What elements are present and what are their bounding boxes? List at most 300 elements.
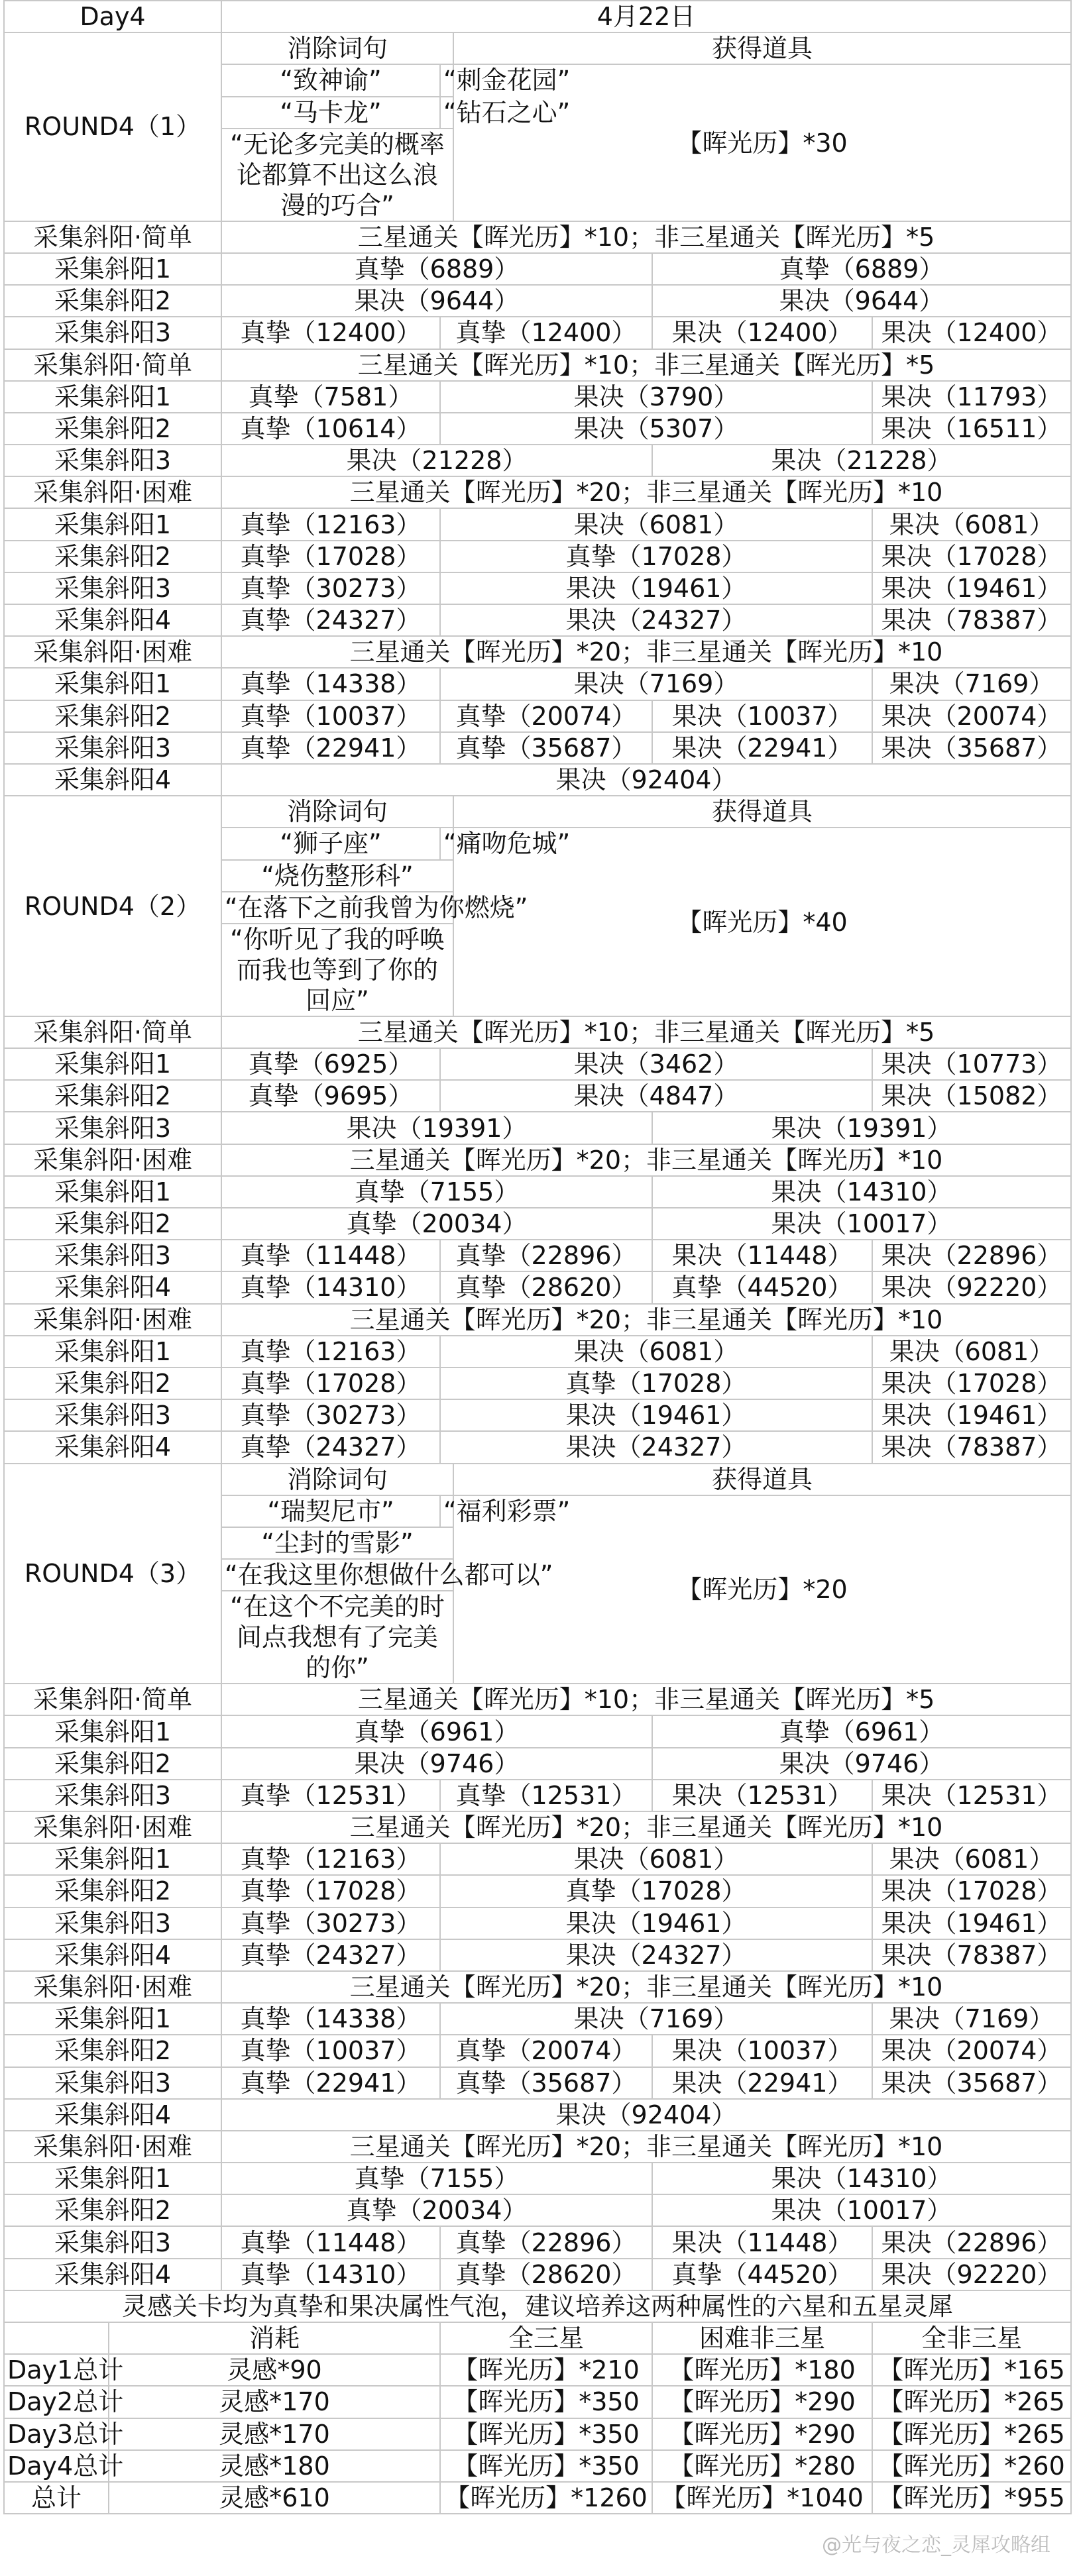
table-cell: 果决（17028）: [872, 541, 1071, 572]
table-cell: 三星通关【晖光历】*10；非三星通关【晖光历】*5: [221, 221, 1071, 253]
table-row: [4, 2226, 1071, 2258]
table-row: [4, 1112, 1071, 1144]
table-row: [4, 2163, 1071, 2194]
table-cell: 果决（15082）: [872, 1080, 1071, 1112]
table-cell: 果决（17028）: [872, 1368, 1071, 1399]
table-cell: 真挚（22896）: [440, 2226, 652, 2258]
table-cell: 采集斜阳3: [4, 1780, 221, 1811]
table-cell: 真挚（35687）: [440, 732, 652, 764]
table-row: [4, 2450, 1071, 2482]
table-row: [4, 541, 1071, 572]
table-cell: 果决（21228）: [652, 445, 1071, 476]
table-cell: 果决（9746）: [652, 1748, 1071, 1780]
table-cell: 全三星: [440, 2322, 652, 2354]
table-row: [4, 2418, 1071, 2450]
table-cell: 采集斜阳4: [4, 764, 221, 796]
table-cell: Day2总计: [4, 2386, 109, 2418]
table-cell: 【晖光历】*290: [652, 2386, 872, 2418]
table-cell: ROUND4（2）: [4, 796, 221, 1016]
table-cell: 果决（92404）: [221, 764, 1071, 796]
table-cell: “钻石之心”: [440, 97, 453, 129]
table-cell: 果决（14310）: [652, 1176, 1071, 1208]
table-cell: 4月22日: [221, 1, 1071, 32]
event-schedule-table: [3, 0, 1072, 2514]
table-cell: 果决（6081）: [440, 1843, 872, 1875]
table-row: [4, 2131, 1071, 2163]
table-cell: 采集斜阳3: [4, 2067, 221, 2099]
table-cell: 采集斜阳·简单: [4, 221, 221, 253]
table-row: [4, 1684, 1071, 1715]
table-cell: 采集斜阳2: [4, 1208, 221, 1240]
table-row: [4, 1240, 1071, 1271]
table-cell: “狮子座”: [221, 828, 440, 859]
table-cell: 果决（19461）: [440, 1399, 872, 1431]
table-cell: 消除词句: [221, 1464, 453, 1495]
table-cell: 果决（11448）: [652, 1240, 872, 1271]
table-row: [4, 285, 1071, 317]
table-cell: 采集斜阳1: [4, 1336, 221, 1368]
table-cell: 采集斜阳·困难: [4, 636, 221, 668]
table-cell: 真挚（24327）: [221, 1431, 440, 1463]
table-cell: “在落下之前我曾为你燃烧”: [221, 892, 453, 924]
table-cell: 采集斜阳2: [4, 413, 221, 445]
table-cell: “无论多完美的概率论都算不出这么浪漫的巧合”: [221, 129, 453, 221]
table-cell: 果决（6081）: [440, 1336, 872, 1368]
table-cell: 获得道具: [453, 1464, 1071, 1495]
table-cell: 三星通关【晖光历】*10；非三星通关【晖光历】*5: [221, 1016, 1071, 1048]
table-cell: 【晖光历】*1260: [440, 2482, 652, 2514]
table-cell: 真挚（22941）: [221, 2067, 440, 2099]
table-cell: 三星通关【晖光历】*20；非三星通关【晖光历】*10: [221, 1971, 1071, 2003]
table-cell: 灵感*610: [109, 2482, 440, 2514]
table-cell: 【晖光历】*350: [440, 2386, 652, 2418]
table-row: [4, 2386, 1071, 2418]
table-row: [4, 764, 1071, 796]
table-cell: 采集斜阳·困难: [4, 1811, 221, 1843]
table-cell: 真挚（20074）: [440, 700, 652, 732]
table-row: [4, 1080, 1071, 1112]
table-cell: 果决（20074）: [872, 700, 1071, 732]
table-cell: 果决（6081）: [872, 1843, 1071, 1875]
table-cell: 果决（12531）: [872, 1780, 1071, 1811]
table-row: [4, 381, 1071, 413]
table-cell: 真挚（11448）: [221, 1240, 440, 1271]
table-cell: 真挚（12400）: [440, 317, 652, 349]
table-cell: 消除词句: [221, 32, 453, 64]
table-cell: 果决（19391）: [221, 1112, 652, 1144]
table-cell: 三星通关【晖光历】*20；非三星通关【晖光历】*10: [221, 2131, 1071, 2163]
table-row: [4, 253, 1071, 285]
table-cell: 果决（21228）: [221, 445, 652, 476]
table-cell: 采集斜阳1: [4, 668, 221, 700]
table-cell: 真挚（17028）: [221, 1875, 440, 1907]
table-cell: 采集斜阳2: [4, 700, 221, 732]
table-cell: 真挚（30273）: [221, 1907, 440, 1939]
table-row: [4, 1907, 1071, 1939]
table-cell: 【晖光历】*350: [440, 2418, 652, 2450]
table-row: [4, 32, 1071, 64]
table-cell: 真挚（17028）: [221, 541, 440, 572]
table-cell: 果决（92220）: [872, 1271, 1071, 1303]
table-cell: 采集斜阳2: [4, 1875, 221, 1907]
table-cell: 真挚（20074）: [440, 2035, 652, 2066]
table-row: [4, 349, 1071, 381]
table-cell: “尘封的雪影”: [221, 1527, 453, 1559]
table-row: [4, 2099, 1071, 2131]
table-cell: 真挚（6889）: [652, 253, 1071, 285]
table-cell: 果决（10037）: [652, 2035, 872, 2066]
table-row: [4, 2322, 1071, 2354]
table-cell: 真挚（20034）: [221, 2194, 652, 2226]
table-cell: 果决（10017）: [652, 1208, 1071, 1240]
table-cell: 采集斜阳1: [4, 1048, 221, 1080]
table-cell: 【晖光历】*350: [440, 2450, 652, 2482]
table-row: [4, 2259, 1071, 2290]
table-cell: 果决（78387）: [872, 604, 1071, 636]
table-row: [4, 1939, 1071, 1971]
table-cell: 果决（11793）: [872, 381, 1071, 413]
table-row: [4, 1715, 1071, 1747]
table-cell: 三星通关【晖光历】*10；非三星通关【晖光历】*5: [221, 349, 1071, 381]
table-cell: 灵感*170: [109, 2418, 440, 2450]
table-cell: 真挚（12531）: [221, 1780, 440, 1811]
table-cell: 真挚（12163）: [221, 1843, 440, 1875]
table-cell: 采集斜阳3: [4, 1240, 221, 1271]
table-cell: 真挚（24327）: [221, 1939, 440, 1971]
table-cell: 真挚（12163）: [221, 508, 440, 540]
table-cell: 采集斜阳3: [4, 1112, 221, 1144]
table-cell: 真挚（6961）: [221, 1715, 652, 1747]
table-cell: Day4: [4, 1, 221, 32]
table-row: [4, 1144, 1071, 1176]
table-row: [4, 1811, 1071, 1843]
table-cell: 采集斜阳4: [4, 2099, 221, 2131]
table-cell: 采集斜阳1: [4, 2163, 221, 2194]
table-cell: 获得道具: [453, 32, 1071, 64]
table-row: [4, 1, 1071, 32]
table-cell: 真挚（7581）: [221, 381, 440, 413]
table-row: [4, 317, 1071, 349]
table-cell: 采集斜阳1: [4, 2003, 221, 2035]
table-row: [4, 1780, 1071, 1811]
table-cell: 果决（12400）: [652, 317, 872, 349]
table-cell: 【晖光历】*1040: [652, 2482, 872, 2514]
table-row: [4, 1016, 1071, 1048]
table-cell: 真挚（44520）: [652, 2259, 872, 2290]
table-cell: 三星通关【晖光历】*20；非三星通关【晖光历】*10: [221, 636, 1071, 668]
table-cell: 果决（10773）: [872, 1048, 1071, 1080]
table-cell: 果决（16511）: [872, 413, 1071, 445]
table-cell: 采集斜阳·困难: [4, 2131, 221, 2163]
table-cell: 采集斜阳2: [4, 2194, 221, 2226]
table-cell: 采集斜阳1: [4, 381, 221, 413]
table-cell: 采集斜阳·简单: [4, 1684, 221, 1715]
table-cell: 灵感*180: [109, 2450, 440, 2482]
table-cell: 【晖光历】*30: [453, 64, 1071, 221]
table-cell: 采集斜阳3: [4, 732, 221, 764]
table-cell: 采集斜阳3: [4, 1907, 221, 1939]
table-cell: 果决（19461）: [440, 1907, 872, 1939]
table-row: [4, 1336, 1071, 1368]
table-cell: 果决（4847）: [440, 1080, 872, 1112]
table-row: [4, 445, 1071, 476]
table-row: [4, 221, 1071, 253]
table-cell: 采集斜阳1: [4, 508, 221, 540]
table-cell: 果决（24327）: [440, 1431, 872, 1463]
table-cell: 真挚（7155）: [221, 1176, 652, 1208]
table-cell: 果决（22941）: [652, 732, 872, 764]
table-cell: 【晖光历】*955: [872, 2482, 1071, 2514]
table-cell: 【晖光历】*280: [652, 2450, 872, 2482]
table-cell: 灵感关卡均为真挚和果决属性气泡，建议培养这两种属性的六星和五星灵犀: [4, 2290, 1071, 2322]
table-cell: 果决（9644）: [221, 285, 652, 317]
table-row: [4, 1048, 1071, 1080]
table-cell: 【晖光历】*180: [652, 2354, 872, 2386]
table-cell: 果决（78387）: [872, 1431, 1071, 1463]
table-cell: 消除词句: [221, 796, 453, 828]
table-cell: 三星通关【晖光历】*20；非三星通关【晖光历】*10: [221, 476, 1071, 508]
table-cell: 真挚（24327）: [221, 604, 440, 636]
table-cell: 采集斜阳1: [4, 1843, 221, 1875]
table-row: [4, 1748, 1071, 1780]
table-cell: “你听见了我的呼唤而我也等到了你的回应”: [221, 924, 453, 1016]
table-cell: 采集斜阳4: [4, 2259, 221, 2290]
table-row: [4, 1368, 1071, 1399]
table-cell: “马卡龙”: [221, 97, 440, 129]
table-cell: 真挚（22941）: [221, 732, 440, 764]
table-cell: 采集斜阳3: [4, 572, 221, 604]
table-cell: “瑞契尼市”: [221, 1495, 440, 1527]
table-cell: 真挚（44520）: [652, 1271, 872, 1303]
table-cell: 采集斜阳3: [4, 317, 221, 349]
watermark-text: @光与夜之恋_灵犀攻略组: [822, 2534, 1050, 2557]
table-cell: “刺金花园”: [440, 64, 453, 96]
table-cell: 采集斜阳4: [4, 1271, 221, 1303]
table-cell: 果决（19461）: [872, 572, 1071, 604]
table-cell: 果决（6081）: [440, 508, 872, 540]
table-cell: 获得道具: [453, 796, 1071, 828]
table-cell: 果决（92404）: [221, 2099, 1071, 2131]
table-cell: 果决（19391）: [652, 1112, 1071, 1144]
table-cell: 果决（5307）: [440, 413, 872, 445]
table-row: [4, 572, 1071, 604]
table-cell: 真挚（6961）: [652, 1715, 1071, 1747]
table-cell: “致神谕”: [221, 64, 440, 96]
table-cell: Day4总计: [4, 2450, 109, 2482]
table-cell: 真挚（30273）: [221, 572, 440, 604]
table-cell: 采集斜阳2: [4, 1748, 221, 1780]
table-row: [4, 2482, 1071, 2514]
table-cell: 真挚（14338）: [221, 2003, 440, 2035]
table-cell: “痛吻危城”: [440, 828, 453, 859]
table-cell: 真挚（14338）: [221, 668, 440, 700]
table-cell: 采集斜阳4: [4, 604, 221, 636]
table-cell: 灵感*170: [109, 2386, 440, 2418]
table-cell: 果决（7169）: [440, 668, 872, 700]
table-cell: 真挚（12400）: [221, 317, 440, 349]
table-cell: 真挚（28620）: [440, 1271, 652, 1303]
table-cell: 【晖光历】*260: [872, 2450, 1071, 2482]
table-row: [4, 2194, 1071, 2226]
table-row: [4, 1176, 1071, 1208]
table-cell: 采集斜阳·简单: [4, 1016, 221, 1048]
table-cell: 真挚（9695）: [221, 1080, 440, 1112]
table-row: [4, 604, 1071, 636]
table-cell: 果决（3790）: [440, 381, 872, 413]
table-row: [4, 2290, 1071, 2322]
table-cell: 采集斜阳1: [4, 1715, 221, 1747]
table-row: [4, 2035, 1071, 2066]
table-cell: 采集斜阳2: [4, 2035, 221, 2066]
table-row: [4, 636, 1071, 668]
table-cell: 三星通关【晖光历】*20；非三星通关【晖光历】*10: [221, 1144, 1071, 1176]
table-row: [4, 668, 1071, 700]
table-cell: 采集斜阳3: [4, 445, 221, 476]
table-cell: 果决（19461）: [440, 572, 872, 604]
table-cell: 果决（9746）: [221, 1748, 652, 1780]
table-cell: 【晖光历】*20: [453, 1495, 1071, 1684]
table-cell: 果决（7169）: [872, 668, 1071, 700]
table-cell: 真挚（17028）: [440, 1875, 872, 1907]
table-cell: 果决（19461）: [872, 1399, 1071, 1431]
table-cell: 真挚（20034）: [221, 1208, 652, 1240]
table-row: [4, 1971, 1071, 2003]
table-cell: 果决（12531）: [652, 1780, 872, 1811]
table-row: [4, 2067, 1071, 2099]
table-cell: 果决（92220）: [872, 2259, 1071, 2290]
table-cell: 果决（17028）: [872, 1875, 1071, 1907]
table-cell: “在这个不完美的时间点我想有了完美的你”: [221, 1591, 453, 1684]
table-cell: 真挚（14310）: [221, 1271, 440, 1303]
table-row: [4, 1431, 1071, 1463]
table-cell: 果决（10017）: [652, 2194, 1071, 2226]
table-cell: 真挚（17028）: [440, 541, 872, 572]
table-cell: 三星通关【晖光历】*20；非三星通关【晖光历】*10: [221, 1811, 1071, 1843]
table-cell: ROUND4（1）: [4, 32, 221, 221]
table-cell: 真挚（28620）: [440, 2259, 652, 2290]
table-cell: 总计: [4, 2482, 109, 2514]
table-row: [4, 732, 1071, 764]
table-cell: 真挚（17028）: [440, 1368, 872, 1399]
table-cell: 果决（6081）: [872, 508, 1071, 540]
table-cell: 三星通关【晖光历】*20；非三星通关【晖光历】*10: [221, 1304, 1071, 1336]
table-cell: 真挚（7155）: [221, 2163, 652, 2194]
table-cell: 真挚（6889）: [221, 253, 652, 285]
table-cell: 【晖光历】*210: [440, 2354, 652, 2386]
table-cell: 真挚（30273）: [221, 1399, 440, 1431]
table-cell: 果决（22896）: [872, 1240, 1071, 1271]
table-row: [4, 1843, 1071, 1875]
table-cell: 采集斜阳2: [4, 1368, 221, 1399]
table-cell: 果决（35687）: [872, 2067, 1071, 2099]
table-cell: 【晖光历】*265: [872, 2418, 1071, 2450]
table-cell: “在我这里你想做什么都可以”: [221, 1559, 453, 1591]
table-row: [4, 2354, 1071, 2386]
table-cell: 困难非三星: [652, 2322, 872, 2354]
table-cell: 果决（24327）: [440, 1939, 872, 1971]
table-cell: Day1总计: [4, 2354, 109, 2386]
table-row: [4, 1208, 1071, 1240]
table-cell: 采集斜阳·困难: [4, 1971, 221, 2003]
table-cell: 【晖光历】*290: [652, 2418, 872, 2450]
table-row: [4, 1271, 1071, 1303]
table-row: [4, 476, 1071, 508]
table-cell: 真挚（6925）: [221, 1048, 440, 1080]
table-row: [4, 1875, 1071, 1907]
table-cell: 果决（22941）: [652, 2067, 872, 2099]
table-row: [4, 508, 1071, 540]
table-cell: 采集斜阳3: [4, 2226, 221, 2258]
table-cell: 果决（7169）: [440, 2003, 872, 2035]
table-row: [4, 1399, 1071, 1431]
table-cell: [4, 2322, 109, 2354]
table-cell: 果决（10037）: [652, 700, 872, 732]
table-cell: 采集斜阳·困难: [4, 1304, 221, 1336]
table-cell: 采集斜阳2: [4, 1080, 221, 1112]
table-cell: 真挚（12163）: [221, 1336, 440, 1368]
table-cell: 【晖光历】*265: [872, 2386, 1071, 2418]
table-cell: 【晖光历】*40: [453, 828, 1071, 1016]
table-cell: 果决（22896）: [872, 2226, 1071, 2258]
table-cell: 真挚（10614）: [221, 413, 440, 445]
table-cell: 真挚（10037）: [221, 2035, 440, 2066]
table-cell: 采集斜阳3: [4, 1399, 221, 1431]
table-cell: 果决（7169）: [872, 2003, 1071, 2035]
table-cell: 果决（20074）: [872, 2035, 1071, 2066]
table-cell: 采集斜阳2: [4, 541, 221, 572]
table-row: [4, 1464, 1071, 1495]
table-cell: 灵感*90: [109, 2354, 440, 2386]
table-cell: 果决（6081）: [872, 1336, 1071, 1368]
table-cell: ROUND4（3）: [4, 1464, 221, 1684]
table-cell: 果决（19461）: [872, 1907, 1071, 1939]
table-cell: 采集斜阳1: [4, 1176, 221, 1208]
table-cell: 果决（24327）: [440, 604, 872, 636]
table-cell: 真挚（11448）: [221, 2226, 440, 2258]
table-cell: 采集斜阳1: [4, 253, 221, 285]
table-cell: 采集斜阳·简单: [4, 349, 221, 381]
table-cell: “福利彩票”: [440, 1495, 453, 1527]
table-row: [4, 700, 1071, 732]
table-cell: 真挚（17028）: [221, 1368, 440, 1399]
table-cell: 真挚（10037）: [221, 700, 440, 732]
table-cell: 消耗: [109, 2322, 440, 2354]
table-cell: 三星通关【晖光历】*10；非三星通关【晖光历】*5: [221, 1684, 1071, 1715]
table-cell: 真挚（12531）: [440, 1780, 652, 1811]
table-cell: 果决（11448）: [652, 2226, 872, 2258]
table-cell: 果决（12400）: [872, 317, 1071, 349]
table-row: [4, 2003, 1071, 2035]
table-cell: 采集斜阳4: [4, 1939, 221, 1971]
table-cell: 采集斜阳4: [4, 1431, 221, 1463]
table-cell: 真挚（35687）: [440, 2067, 652, 2099]
table-cell: 真挚（14310）: [221, 2259, 440, 2290]
table-cell: 真挚（22896）: [440, 1240, 652, 1271]
table-row: [4, 1304, 1071, 1336]
table-cell: Day3总计: [4, 2418, 109, 2450]
table-cell: 果决（35687）: [872, 732, 1071, 764]
table-cell: 采集斜阳2: [4, 285, 221, 317]
table-cell: 【晖光历】*165: [872, 2354, 1071, 2386]
table-row: [4, 796, 1071, 828]
table-cell: 果决（78387）: [872, 1939, 1071, 1971]
table-cell: 果决（3462）: [440, 1048, 872, 1080]
table-cell: 全非三星: [872, 2322, 1071, 2354]
table-cell: 果决（9644）: [652, 285, 1071, 317]
table-row: [4, 413, 1071, 445]
table-cell: “烧伤整形科”: [221, 860, 453, 892]
table-cell: 采集斜阳·困难: [4, 476, 221, 508]
